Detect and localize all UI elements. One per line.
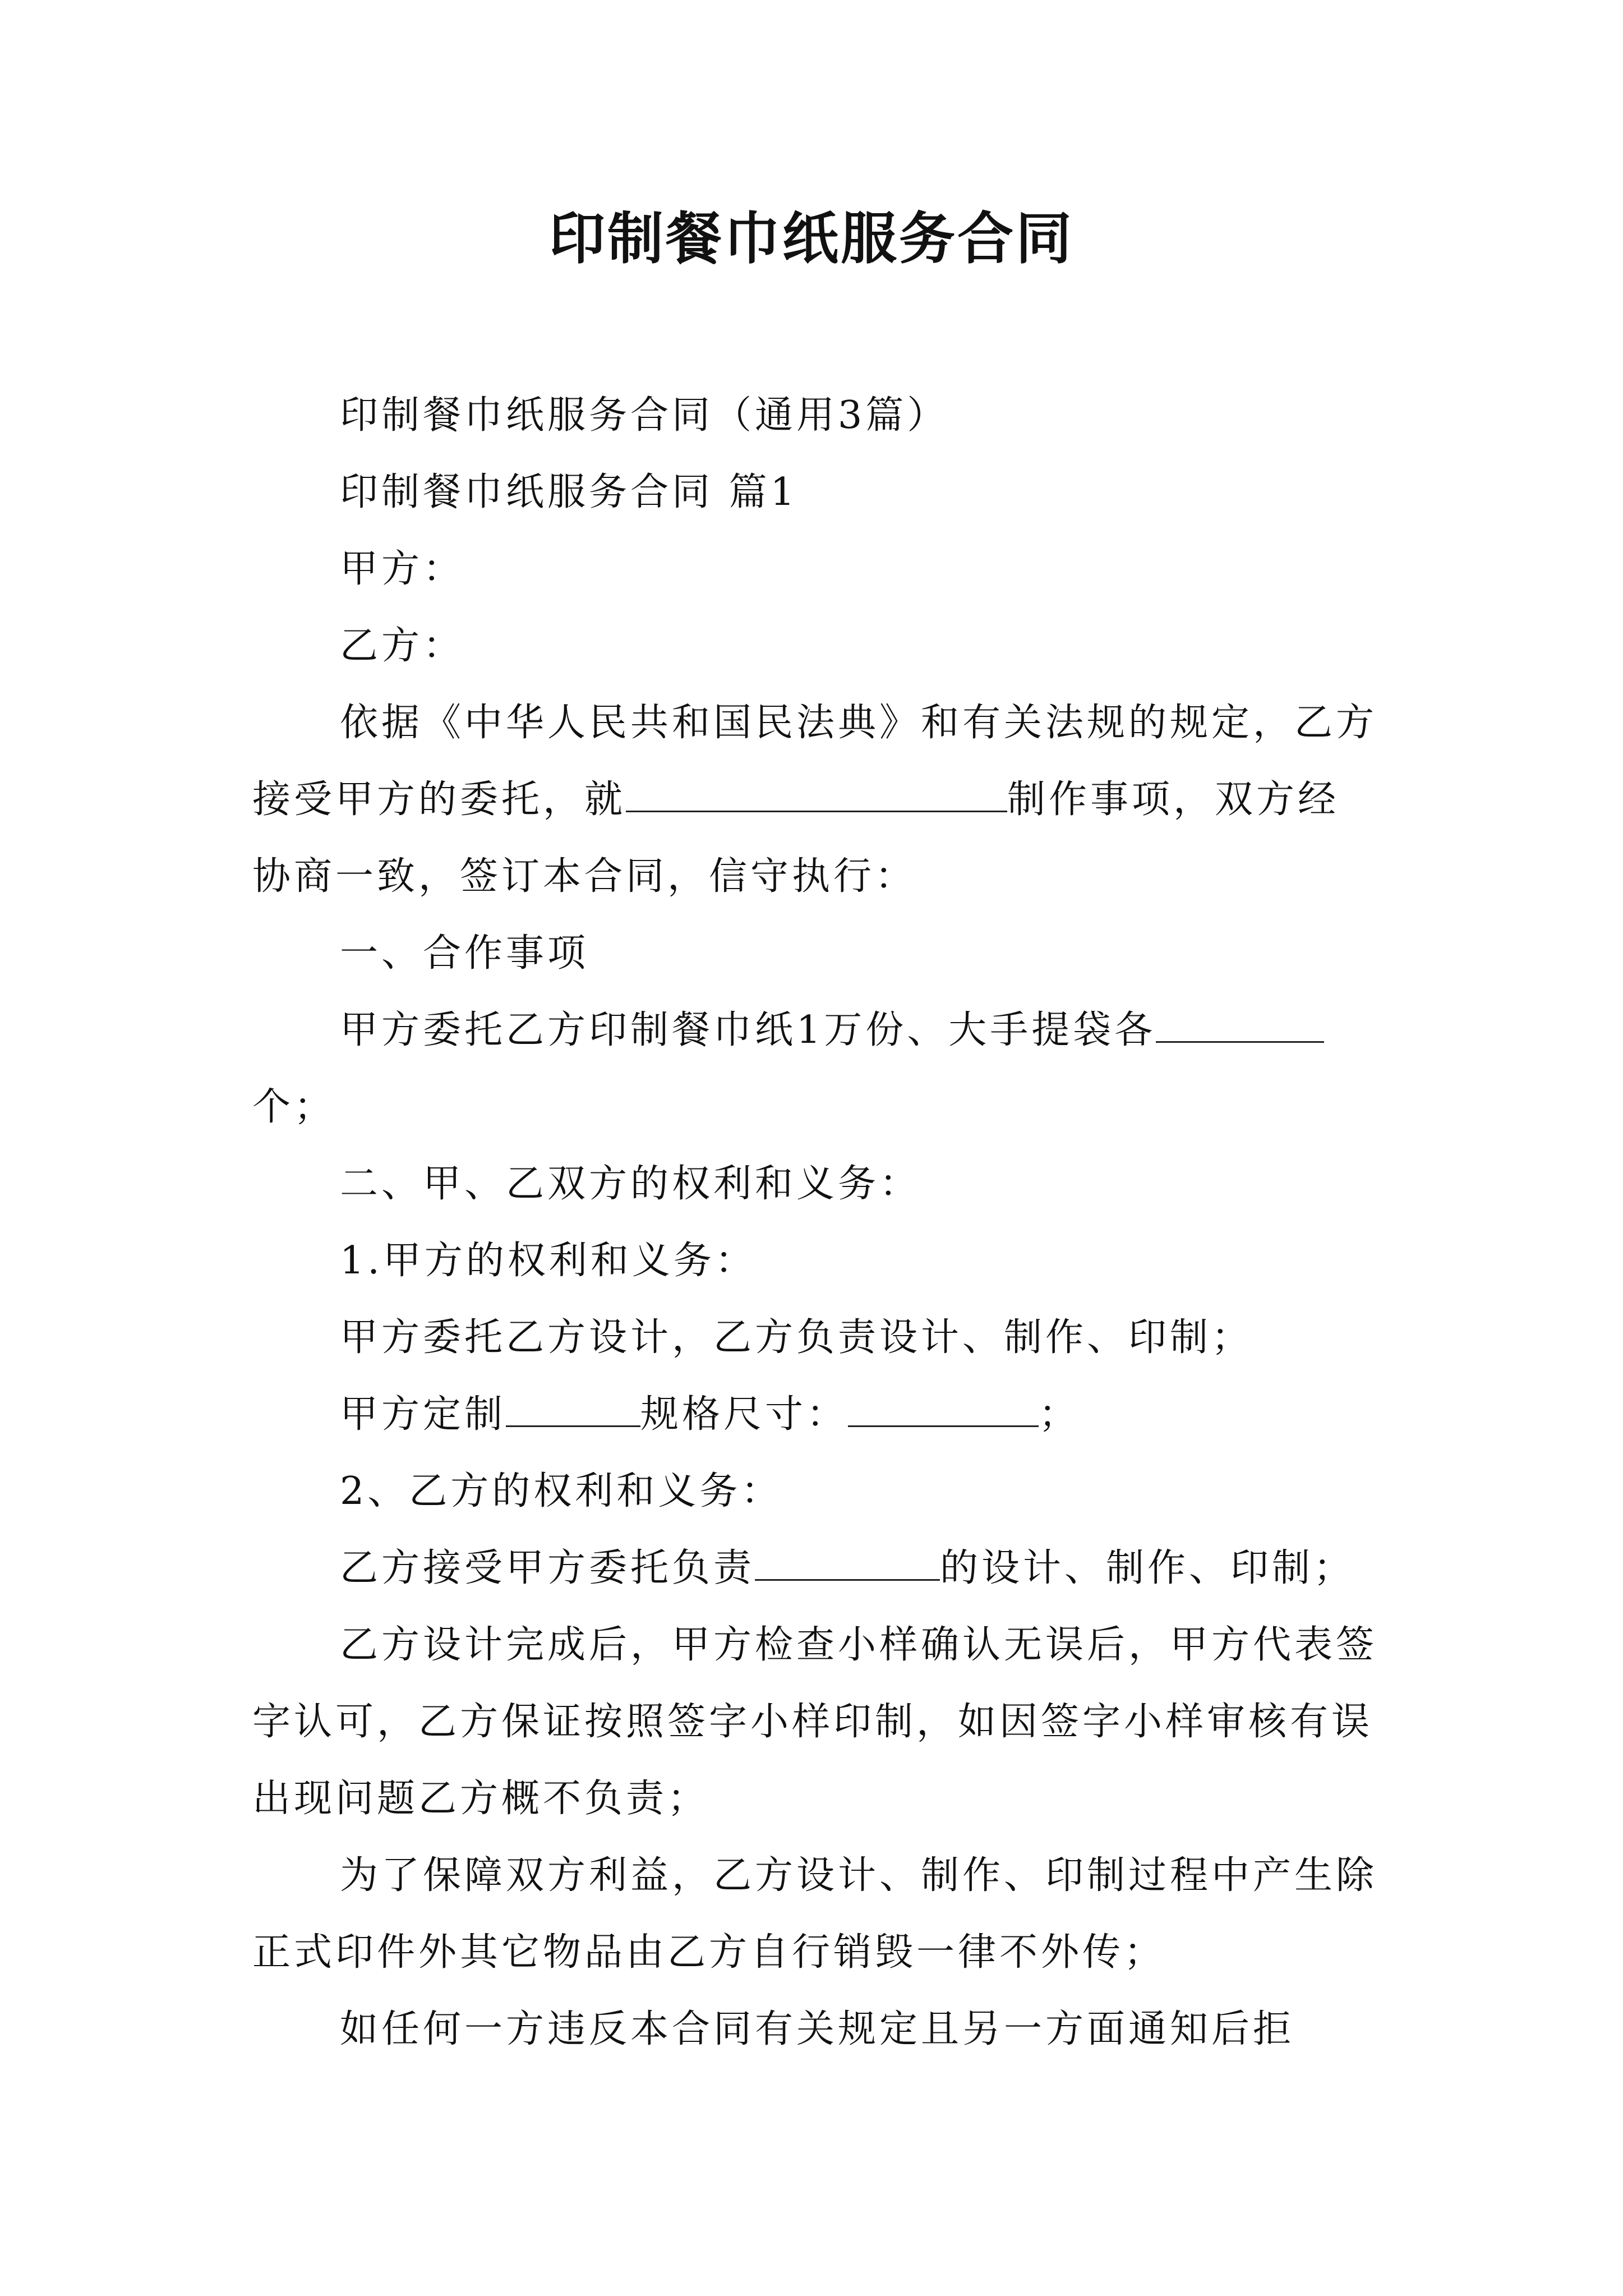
fill-in-blank (626, 777, 1007, 812)
spec-text-3: ； (1039, 1392, 1081, 1437)
paragraph-section-heading: 印制餐巾纸服务合同 篇1 (340, 470, 798, 514)
spec-text-1: 甲方定制 (340, 1392, 506, 1437)
preamble-text-2: 制作事项，双方经协商一致，签订本合同，信守执行： (252, 777, 1340, 899)
party-b-line: 乙方： (340, 624, 465, 668)
spec-text-2: 规格尺寸： (640, 1392, 849, 1437)
paragraph-breach: 如任何一方违反本合同有关规定且另一方面通知后拒 (340, 2007, 1295, 2051)
responsibility-text-2: 的设计、制作、印制； (940, 1546, 1355, 1590)
paragraph-party-b-responsibility (252, 1530, 1380, 1607)
fill-in-blank (1156, 1007, 1324, 1043)
party-a-line: 甲方： (340, 547, 465, 591)
paragraph-cooperation (252, 992, 1380, 1145)
fill-in-blank (755, 1545, 940, 1581)
document-body (252, 377, 1380, 2068)
subheading-party-b-rights: 2、乙方的权利和义务： (340, 1469, 783, 1513)
fill-in-blank (848, 1392, 1039, 1427)
paragraph-sample-approval: 乙方设计完成后，甲方检查小样确认无误后，甲方代表签字认可，乙方保证按照签字小样印制，如因签字小样审核有误出现问题乙方概不负责； (252, 1623, 1378, 1821)
paragraph-party-a-spec (252, 1376, 1380, 1453)
paragraph-destruction: 为了保障双方利益，乙方设计、制作、印制过程中产生除正式印件外其它物品由乙方自行销毁一律不外传； (252, 1853, 1378, 1975)
section-heading-cooperation: 一、合作事项 (340, 931, 589, 976)
paragraph-preamble (252, 684, 1380, 915)
section-heading-rights: 二、甲、乙双方的权利和义务： (340, 1162, 921, 1206)
preamble-text-1: 依据《中华人民共和国民法典》和有关法规的规定，乙方接受甲方的委托，就 (252, 701, 1378, 822)
paragraph-subtitle: 印制餐巾纸服务合同（通用3篇） (340, 393, 949, 438)
fill-in-blank (506, 1392, 640, 1427)
document-title: 印制餐巾纸服务合同 (549, 205, 1074, 272)
cooperation-text-1: 甲方委托乙方印制餐巾纸1万份、大手提袋各 (340, 1008, 1156, 1052)
responsibility-text-1: 乙方接受甲方委托负责 (340, 1546, 755, 1590)
subheading-party-a-rights: 1.甲方的权利和义务： (340, 1239, 757, 1283)
cooperation-text-2: 个； (252, 1085, 336, 1129)
paragraph-party-a-design: 甲方委托乙方设计，乙方负责设计、制作、印制； (340, 1315, 1253, 1360)
